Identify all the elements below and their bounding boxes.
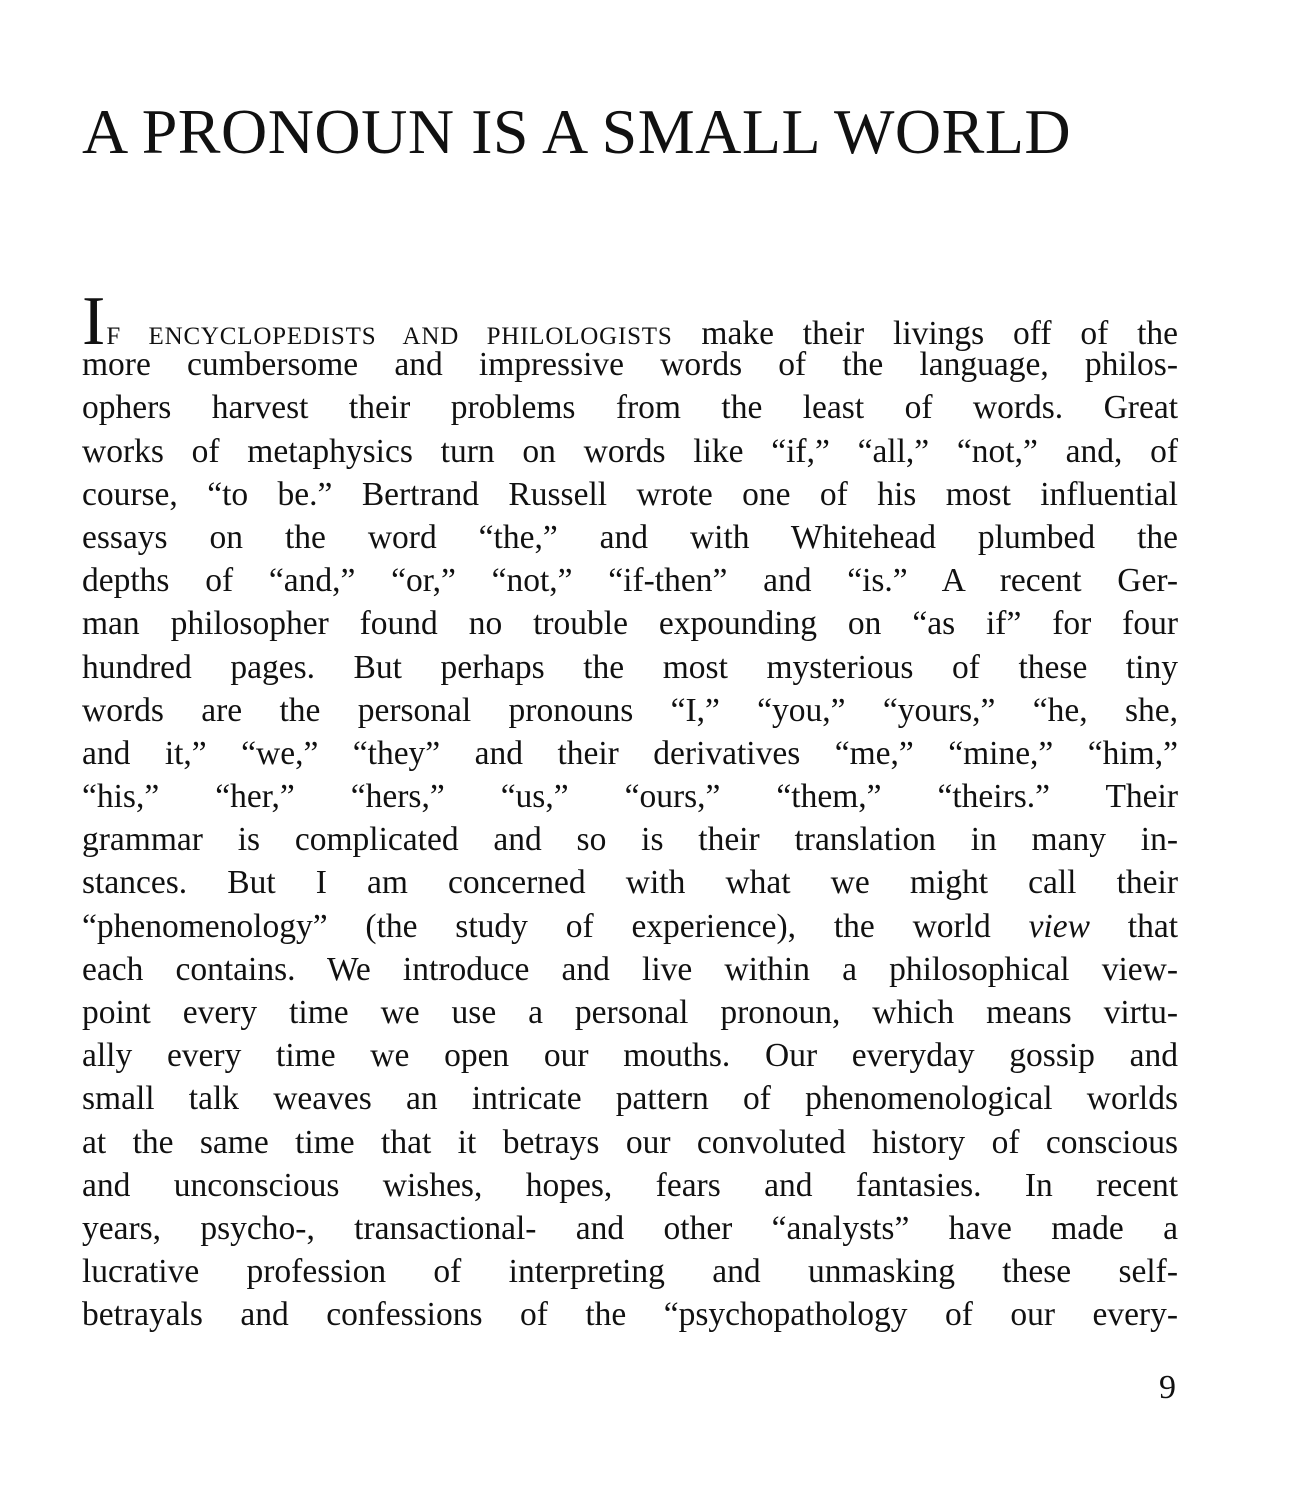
page-number: 9 xyxy=(1159,1369,1176,1406)
body-line: man philosopher found no trouble expounding on “as if” for four xyxy=(82,605,1178,643)
body-line-1 xyxy=(82,283,1178,360)
body-line: betrayals and confessions of the “psychopathology of our every- xyxy=(82,1296,1178,1334)
body-line: hundred pages. But perhaps the most mysterious of these tiny xyxy=(82,648,1178,686)
italic-view-word: view xyxy=(1028,907,1090,945)
lead-small-caps: F ENCYCLOPEDISTS AND PHILOLOGISTS xyxy=(106,323,673,350)
body-line: works of metaphysics turn on words like “if,” “all,” “not,” and, of xyxy=(82,432,1178,470)
body-line: “his,” “her,” “hers,” “us,” “ours,” “them,” “theirs.” Their xyxy=(82,778,1178,816)
body-line: at the same time that it betrays our convoluted history of conscious xyxy=(82,1123,1178,1161)
body-line: course, “to be.” Bertrand Russell wrote one of his most influential xyxy=(82,475,1178,513)
view-line-before: “phenomenology” (the study of experience), the world xyxy=(82,907,1029,945)
body-line: and it,” “we,” “they” and their derivatives “me,” “mine,” “him,” xyxy=(82,734,1178,772)
body-line: essays on the word “the,” and with Whitehead plumbed the xyxy=(82,518,1178,556)
body-line: stances. But I am concerned with what we might call their xyxy=(82,864,1178,902)
body-line: grammar is complicated and so is their translation in many in- xyxy=(82,821,1178,859)
body-line-1-text: make their livings off of the xyxy=(672,315,1178,352)
body-line: depths of “and,” “or,” “not,” “if-then” and “is.” A recent Ger- xyxy=(82,562,1178,600)
chapter-title: A PRONOUN IS A SMALL WORLD xyxy=(82,96,1072,167)
body-line: years, psycho-, transactional- and other “analysts” have made a xyxy=(82,1209,1178,1247)
view-line-after: that xyxy=(1089,907,1179,945)
body-line: lucrative profession of interpreting and unmasking these self- xyxy=(82,1253,1178,1291)
drop-cap: I xyxy=(82,283,106,360)
body-line: words are the personal pronouns “I,” “you,” “yours,” “he, she, xyxy=(82,691,1178,729)
chapter-body xyxy=(82,283,1179,1337)
body-line: each contains. We introduce and live within a philosophical view- xyxy=(82,950,1178,988)
body-line: more cumbersome and impressive words of the language, philos- xyxy=(82,346,1178,384)
body-line: small talk weaves an intricate pattern of phenomenological worlds xyxy=(82,1080,1178,1118)
body-line: point every time we use a personal pronoun, which means virtu- xyxy=(82,994,1178,1031)
body-line: and unconscious wishes, hopes, fears and fantasies. In recent xyxy=(82,1166,1178,1204)
body-line-with-italic xyxy=(82,905,1178,948)
body-line: ophers harvest their problems from the least of words. Great xyxy=(82,389,1178,427)
body-line: ally every time we open our mouths. Our everyday gossip and xyxy=(82,1037,1178,1075)
book-page xyxy=(82,0,1178,1508)
